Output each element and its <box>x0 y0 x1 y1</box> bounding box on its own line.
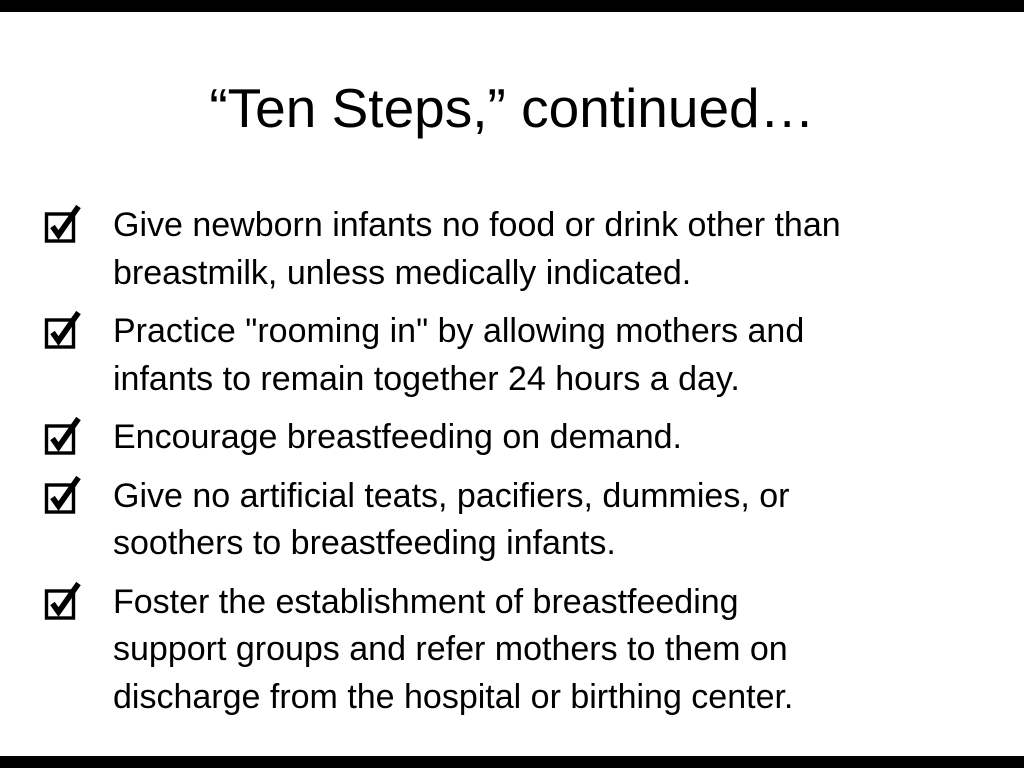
bullet-text <box>113 308 804 403</box>
bullet-line: Practice "rooming in" by allowing mothers and <box>113 312 805 350</box>
top-letterbox-bar <box>0 0 1024 12</box>
bullet-line: Encourage breastfeeding on demand. <box>113 418 682 456</box>
bullet-text <box>113 579 793 722</box>
bullet-line: discharge from the hospital or birthing center. <box>113 677 794 716</box>
slide-title: “Ten Steps,” continued… <box>209 77 815 139</box>
bullet-line: breastmilk, unless medically indicated. <box>113 253 692 292</box>
bullet-line: support groups and refer mothers to them on <box>113 630 788 668</box>
checked-checkbox-icon <box>44 476 82 514</box>
bullet-line: infants to remain together 24 hours a day. <box>113 359 740 398</box>
list-item <box>44 414 1004 462</box>
bullet-text <box>113 473 789 568</box>
list-item <box>44 202 1004 297</box>
list-item <box>44 473 1004 568</box>
bullet-line: Give no artificial teats, pacifiers, dummies, or <box>113 476 790 515</box>
checked-checkbox-icon <box>44 205 82 243</box>
bottom-letterbox-bar <box>0 756 1024 768</box>
bullet-list <box>0 202 1024 721</box>
list-item <box>44 308 1004 403</box>
bullet-line: soothers to breastfeeding infants. <box>113 524 616 562</box>
bullet-text <box>113 202 841 297</box>
list-item <box>44 579 1004 722</box>
bullet-line: Foster the establishment of breastfeeding <box>113 582 739 621</box>
bullet-line: Give newborn infants no food or drink other than <box>113 206 841 244</box>
checked-checkbox-icon <box>44 311 82 349</box>
checked-checkbox-icon <box>44 582 82 620</box>
checked-checkbox-icon <box>44 417 82 455</box>
bullet-text <box>113 414 682 462</box>
